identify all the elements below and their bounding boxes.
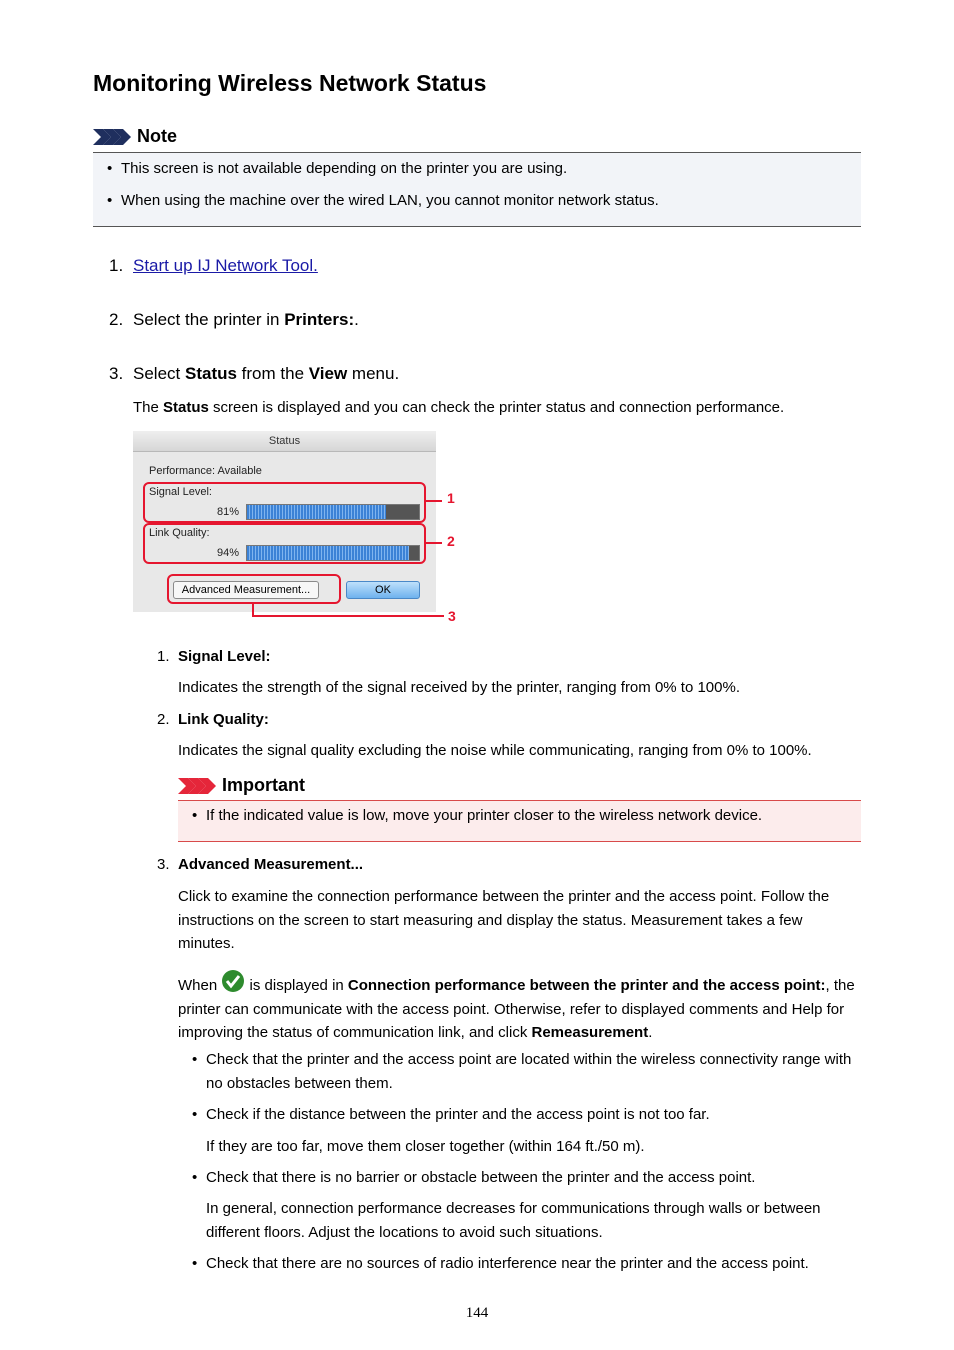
page-number: 144 [465, 1305, 489, 1321]
advanced-measurement-button[interactable]: Advanced Measurement... [173, 581, 319, 599]
step-1: 1. Start up IJ Network Tool. [109, 256, 318, 275]
item-signal-level: 1. Signal Level: [157, 648, 271, 665]
important-arrows-icon [178, 778, 216, 794]
important-item: • If the indicated value is low, move your printer closer to the wireless network device. [192, 807, 763, 824]
important-heading [178, 775, 305, 796]
link-quality-value: 94% [217, 547, 240, 559]
callout-line [252, 615, 444, 617]
link-quality-label: Link Quality: [149, 527, 210, 539]
status-description: The Status screen is displayed and you can check the printer status and connection performance. [133, 399, 785, 416]
check-item-detail: In general, connection performance decreases for communications through walls or between different floors. Adjust the locations to avoid such situations. [206, 1200, 821, 1241]
ok-button[interactable]: OK [346, 581, 420, 599]
performance-label: Performance: Available [149, 465, 262, 477]
window-title: Status [133, 431, 436, 452]
check-item: • Check that there is no barrier or obstacle between the printer and the access point. [192, 1169, 756, 1186]
note-label: Note [137, 126, 177, 146]
advanced-measurement-desc: Click to examine the connection performance between the printer and the access point. Follow the instructions on the screen to start measuring and display the status. Measurement takes a few minutes. [178, 888, 830, 952]
note-arrows-icon [93, 129, 131, 145]
item-advanced-measurement: 3. Advanced Measurement... [157, 856, 364, 873]
connection-result-paragraph: When is displayed in Connection performance between the printer and the access point:, the printer can communicate with the access point. Otherwise, refer to displayed comments and Help for improving the status of communication link, and click Remeasurement. [178, 969, 863, 1045]
check-icon [221, 969, 245, 993]
step-3: 3. Select Status from the View menu. [109, 364, 400, 383]
check-item: • Check if the distance between the printer and the access point is not too far. [192, 1106, 710, 1123]
signal-level-callout-box [143, 482, 426, 523]
callout-number-2: 2 [447, 533, 455, 549]
signal-level-value: 81% [217, 506, 240, 518]
note-item: • When using the machine over the wired LAN, you cannot monitor network status. [107, 192, 659, 209]
callout-number-3: 3 [448, 608, 456, 624]
start-network-tool-link[interactable]: Start up IJ Network Tool. [133, 256, 318, 275]
advanced-measurement-callout-box [167, 574, 341, 604]
note-item: • This screen is not available depending on the printer you are using. [107, 160, 568, 177]
callout-line [424, 542, 442, 544]
check-item-detail: If they are too far, move them closer together (within 164 ft./50 m). [206, 1138, 645, 1155]
check-item: • Check that the printer and the access point are located within the wireless connectivity range with no obstacles between them. [192, 1051, 852, 1092]
callout-number-1: 1 [447, 490, 455, 506]
item-link-quality: 2. Link Quality: [157, 711, 269, 728]
page-title: Monitoring Wireless Network Status [93, 70, 487, 96]
link-quality-callout-box [143, 523, 426, 564]
signal-level-desc: Indicates the strength of the signal received by the printer, ranging from 0% to 100%. [178, 679, 740, 696]
important-label: Important [222, 775, 305, 795]
signal-level-label: Signal Level: [149, 486, 212, 498]
note-heading [93, 126, 177, 147]
link-quality-desc: Indicates the signal quality excluding the noise while communicating, ranging from 0% to 100%. [178, 742, 812, 759]
step-2: 2. Select the printer in Printers:. [109, 310, 359, 329]
check-item: • Check that there are no sources of radio interference near the printer and the access point. [192, 1255, 809, 1272]
callout-line [424, 500, 442, 502]
